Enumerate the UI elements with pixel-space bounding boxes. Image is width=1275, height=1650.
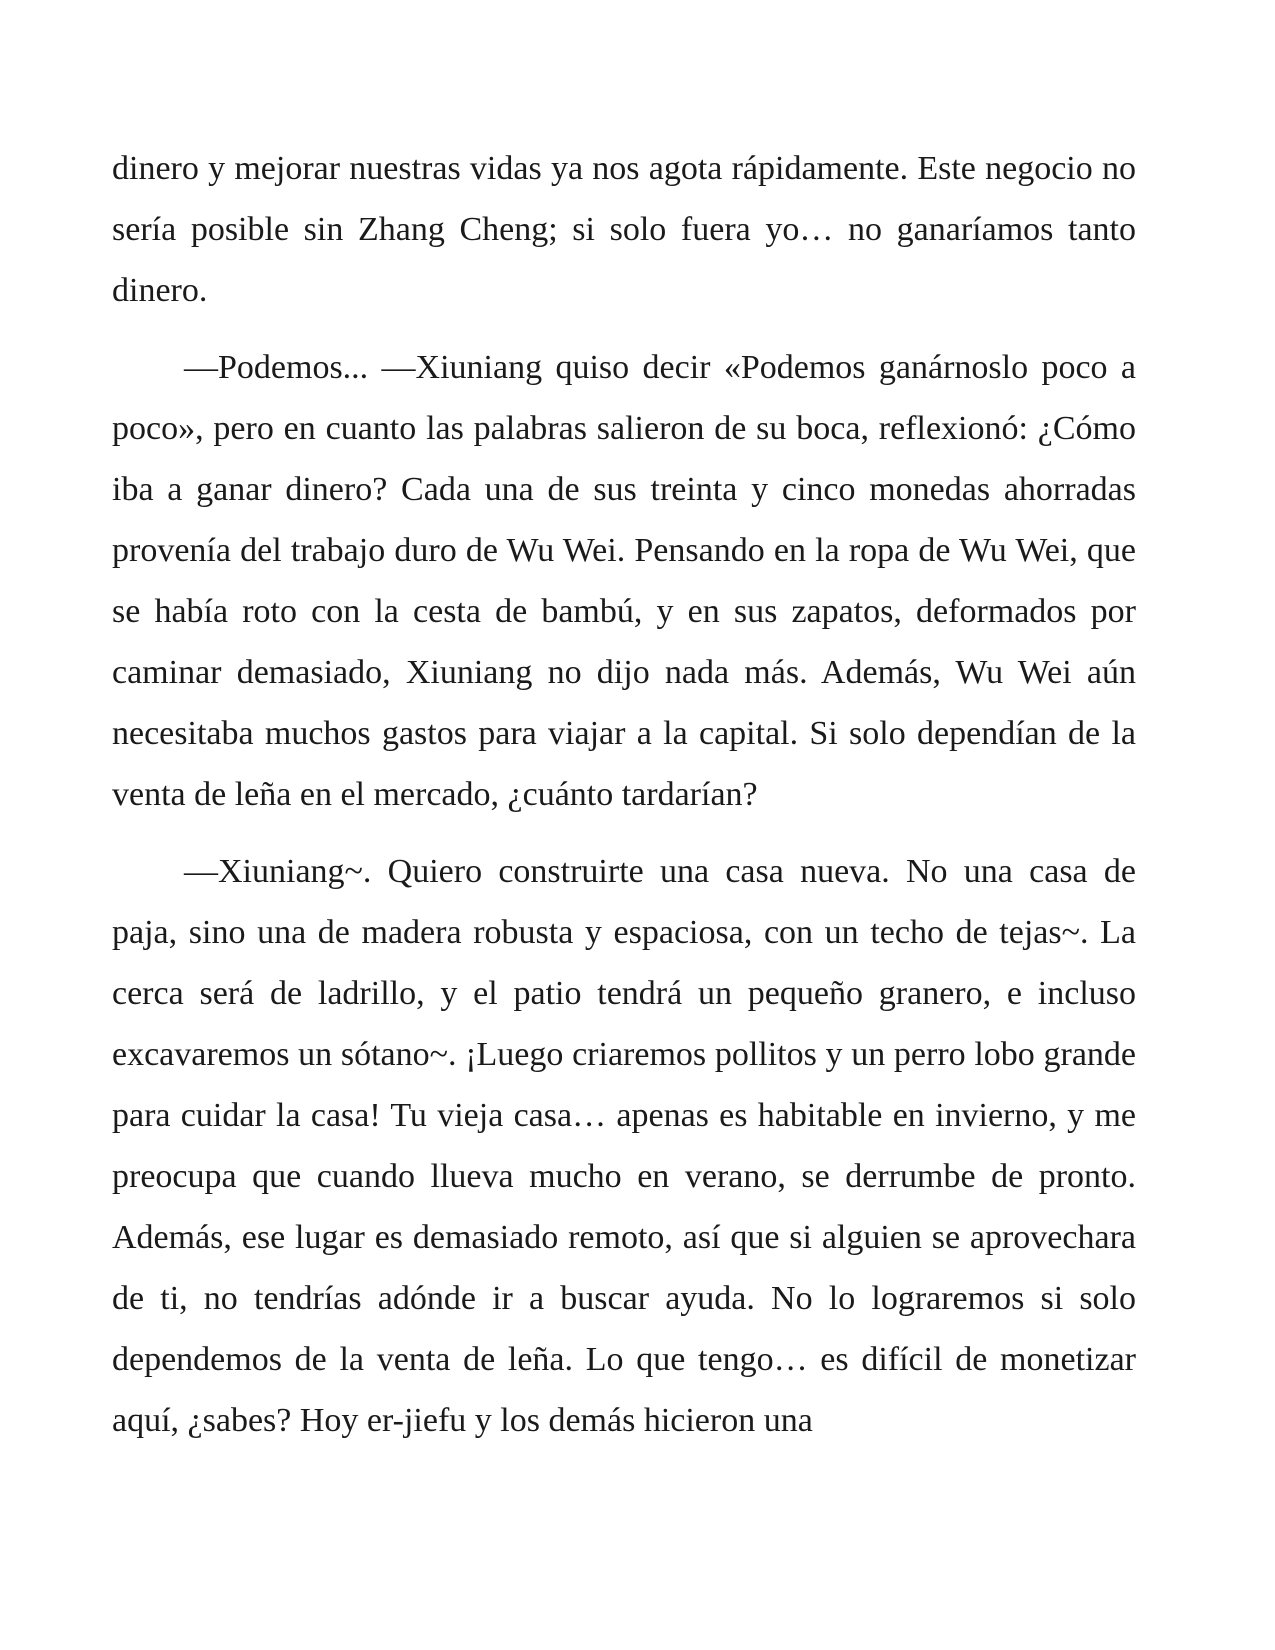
- paragraph-xiuniang-reply: —Podemos... —Xiuniang quiso decir «Podemos ganárnoslo poco a poco», pero en cuanto las palabras salieron de su boca, reflexionó: ¿Cómo iba a ganar dinero? Cada una de sus treinta y cinco monedas ahorradas provenía del trabajo duro de Wu Wei. Pensando en la ropa de Wu Wei, que se había roto con la cesta de bambú, y en sus zapatos, deformados por caminar demasiado, Xiuniang no dijo nada más. Además, Wu Wei aún necesitaba muchos gastos para viajar a la capital. Si solo dependían de la venta de leña en el mercado, ¿cuánto tardarían?: [112, 349, 1136, 813]
- paragraph-house-plan: —Xiuniang~. Quiero construirte una casa nueva. No una casa de paja, sino una de madera robusta y espaciosa, con un techo de tejas~. La cerca será de ladrillo, y el patio tendrá un pequeño granero, e incluso excavaremos un sótano~. ¡Luego criaremos pollitos y un perro lobo grande para cuidar la casa! Tu vieja casa… apenas es habitable en invierno, y me preocupa que cuando llueva mucho en verano, se derrumbe de pronto. Además, ese lugar es demasiado remoto, así que si alguien se aprovechara de ti, no tendrías adónde ir a buscar ayuda. No lo lograremos si solo dependemos de la venta de leña. Lo que tengo… es difícil de monetizar aquí, ¿sabes? Hoy er-jiefu y los demás hicieron una: [112, 853, 1136, 1439]
- document-page: [112, 138, 1136, 1467]
- paragraph-continuation: dinero y mejorar nuestras vidas ya nos agota rápidamente. Este negocio no sería posible sin Zhang Cheng; si solo fuera yo… no ganaríamos tanto dinero.: [112, 150, 1136, 309]
